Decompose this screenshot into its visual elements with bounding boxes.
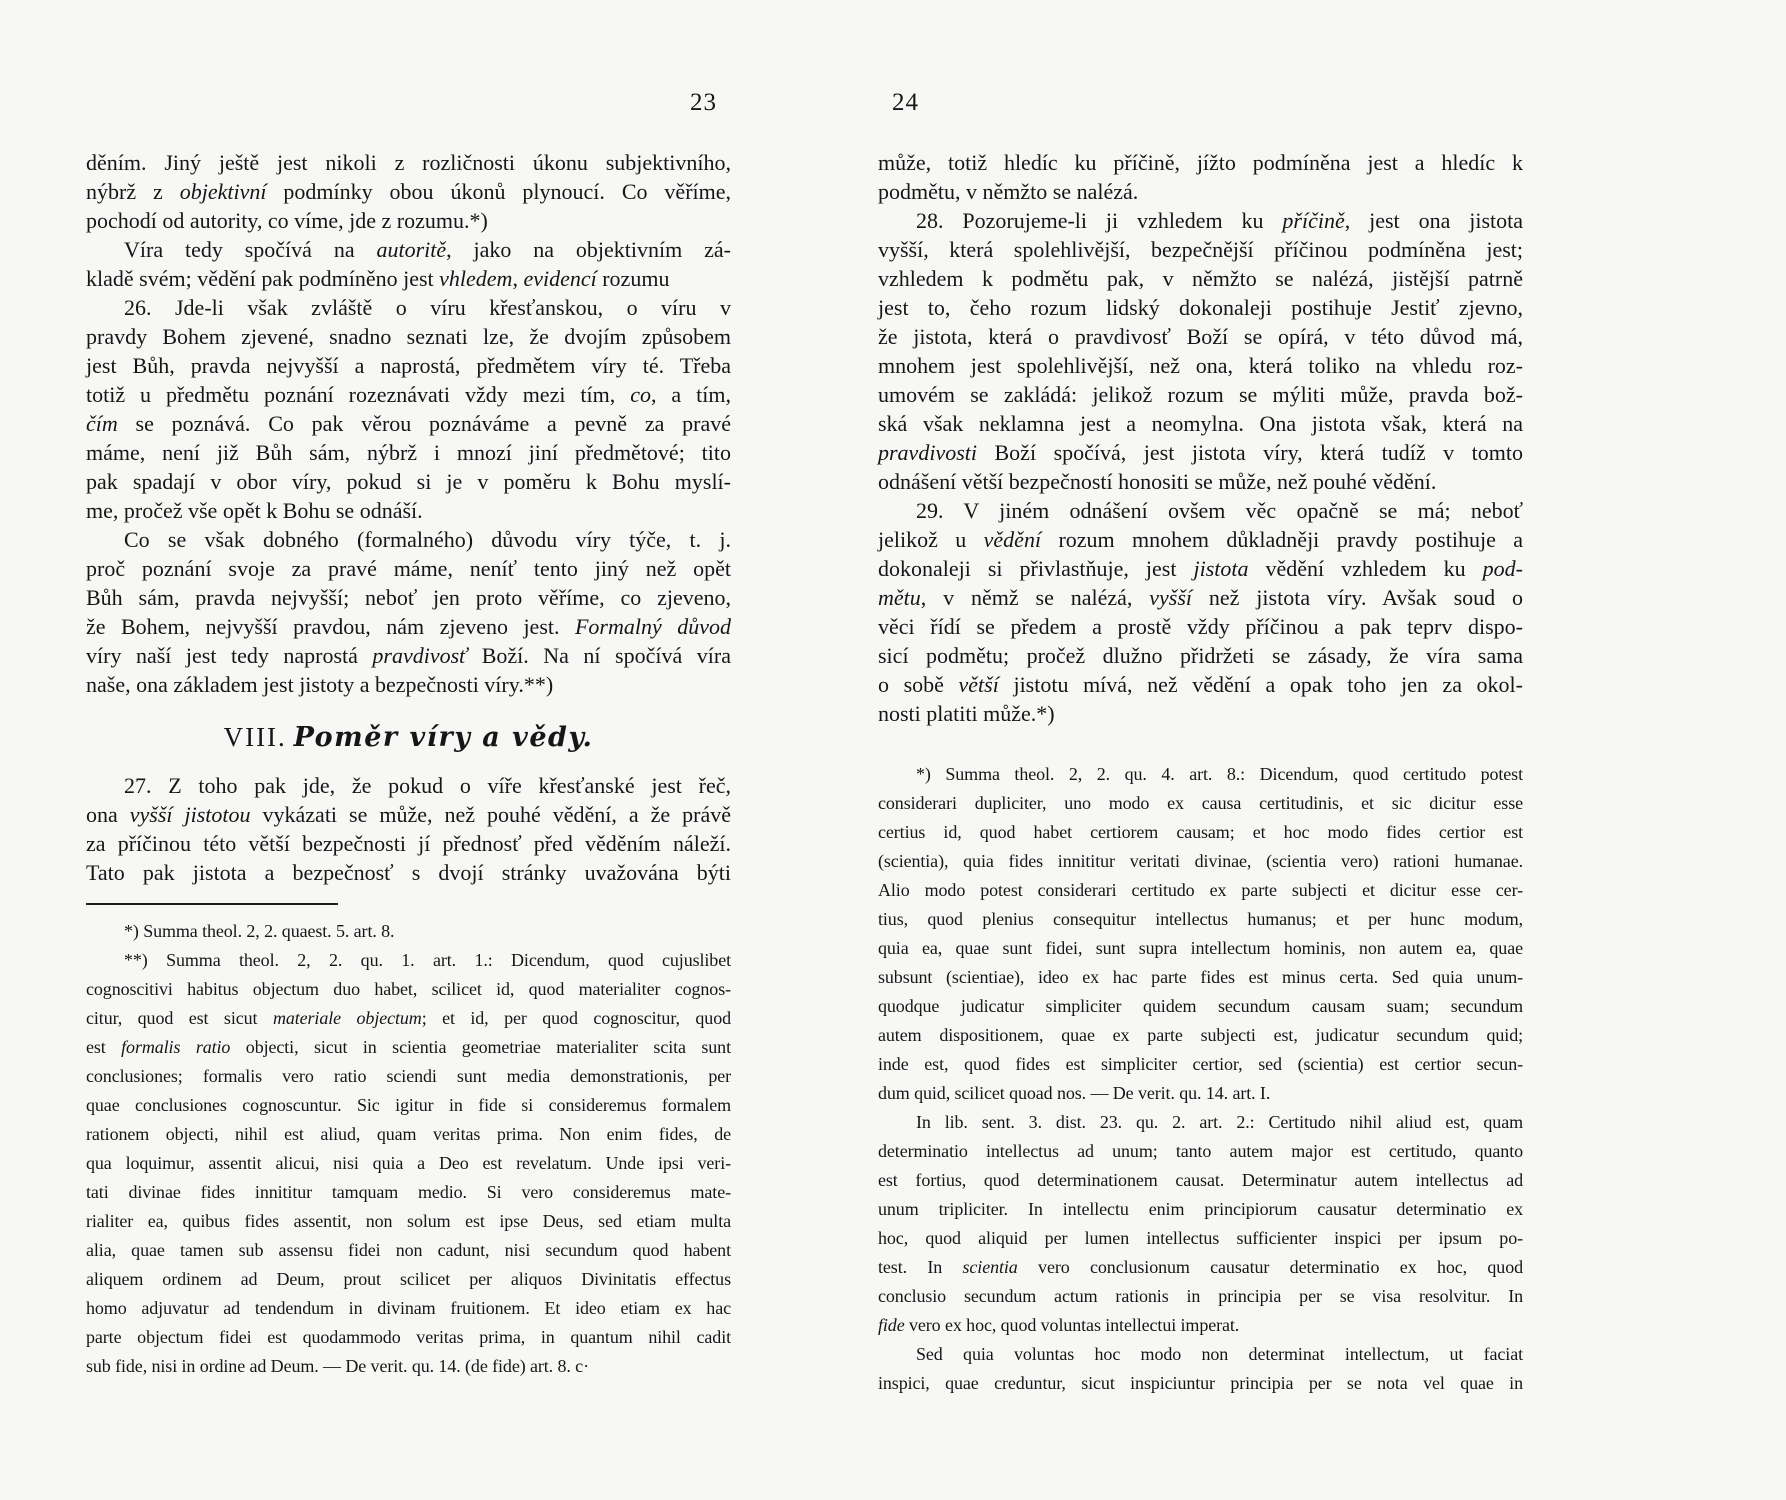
text-line: alia, quae tamen sub assensu fidei non cadunt, nisi secundum quod habent — [86, 1240, 731, 1260]
section-title: Poměr víry a vědy. — [293, 722, 594, 753]
footnote-rule — [86, 903, 338, 905]
text-line: quodque judicatur simpliciter quidem secundum causam suam; secundum — [878, 996, 1523, 1016]
text-line: est fortius, quod determinationem causat. Determinatur autem intellectus ad — [878, 1170, 1523, 1190]
text-line: *) Summa theol. 2, 2. quaest. 5. art. 8. — [124, 921, 395, 941]
body-text — [86, 148, 731, 699]
text-line: o sobě větší jistotu mívá, než vědění a opak toho jen za okol- — [878, 672, 1523, 697]
footnotes — [878, 760, 1523, 1398]
text-line: In lib. sent. 3. dist. 23. qu. 2. art. 2.: Certitudo nihil aliud est, quam — [916, 1112, 1523, 1132]
text-line: jelikož u vědění rozum mnohem důkladněji pravdy postihuje a — [878, 527, 1523, 552]
text-line: 29. V jiném odnášení ovšem věc opačně se má; neboť — [916, 498, 1523, 523]
text-line: ská však neklamna jest a neomylna. Ona jistota však, která na — [878, 411, 1523, 436]
text-line: umovém se zakládá: jelikož rozum se mýliti může, pravda bož- — [878, 382, 1523, 407]
text-line: (scientia), quia fides innititur veritati divinae, (scientia vero) rationi humanae. — [878, 851, 1523, 871]
text-line: vzhledem k podmětu pak, v němžto se nalézá, jistější patrně — [878, 266, 1523, 291]
text-line: parte objectum fidei est quodammodo veritas prima, in quantum nihil cadit — [86, 1327, 731, 1347]
text-line: subsunt (scientiae), ideo ex hac parte fides est minus certa. Sed quia unum- — [878, 967, 1523, 987]
text-line: inde est, quod fides est simpliciter certior, sed (scientia) est certior secun- — [878, 1054, 1523, 1074]
text-line: nosti platiti může.*) — [878, 701, 1055, 726]
text-line: 26. Jde-li však zvláště o víru křesťanskou, o víru v — [124, 295, 731, 320]
text-line: qua loquimur, assentit alicui, nisi quia a Deo est revelatum. Unde ipsi veri- — [86, 1153, 731, 1173]
text-line: certius id, quod habet certiorem causam; et hoc modo fides certior est — [878, 822, 1523, 842]
body-text — [878, 148, 1523, 728]
text-line: homo adjuvatur ad tendendum in divinam fruitionem. Et ideo etiam ex hac — [86, 1298, 731, 1318]
text-line: autem dispositionem, quae ex parte subjecti est, judicatur secundum quid; — [878, 1025, 1523, 1045]
text-line: conclusiones; formalis vero ratio sciendi sunt media demonstrationis, per — [86, 1066, 731, 1086]
body-text — [86, 771, 731, 887]
text-line: pochodí od autority, co víme, jde z rozumu.*) — [86, 208, 488, 233]
text-line: že Bohem, nejvyšší pravdou, nám zjeveno jest. Formalný důvod — [86, 614, 731, 639]
text-line: čím se poznává. Co pak věrou poznáváme a pevně za pravé — [86, 411, 731, 436]
text-line: proč poznání svoje za pravé máme, neníť tento jiný než opět — [86, 556, 731, 581]
text-line: Alio modo potest considerari certitudo ex parte subjecti et dicitur esse cer- — [878, 880, 1523, 900]
text-line: může, totiž hledíc ku příčině, jížto podmíněna jest a hledíc k — [878, 150, 1523, 175]
text-line: že jistota, která o pravdivosť Boží se opírá, v této důvod má, — [878, 324, 1523, 349]
footnotes — [86, 917, 731, 1381]
text-line: est formalis ratio objecti, sicut in scientia geometriae materialiter scita sunt — [86, 1037, 731, 1057]
text-line: pravdy Bohem zjevené, snadno seznati lze, že dvojím způsobem — [86, 324, 731, 349]
text-line: *) Summa theol. 2, 2. qu. 4. art. 8.: Dicendum, quod certitudo potest — [916, 764, 1523, 784]
text-line: **) Summa theol. 2, 2. qu. 1. art. 1.: Dicendum, quod cujuslibet — [124, 950, 731, 970]
text-line: naše, ona základem jest jistoty a bezpečnosti víry.**) — [86, 672, 554, 697]
text-line: Bůh sám, pravda nejvyšší; neboť jen proto věříme, co zjeveno, — [86, 585, 731, 610]
text-line: rialiter ea, quibus fides assentit, non solum est ipse Deus, sed etiam multa — [86, 1211, 731, 1231]
text-line: Víra tedy spočívá na autoritě, jako na objektivním zá- — [124, 237, 731, 262]
text-line: odnášení větší bezpečností honositi se může, než pouhé vědění. — [878, 469, 1437, 494]
text-line: Tato pak jistota a bezpečnosť s dvojí stránky uvažována býti — [86, 860, 731, 885]
text-line: ona vyšší jistotou vykázati se může, než pouhé vědění, a že právě — [86, 802, 732, 827]
text-line: mětu, v němž se nalézá, vyšší než jistota víry. Avšak soud o — [878, 585, 1523, 610]
text-line: inspici, quae creduntur, sicut inspiciuntur principia per se nota vel quae in — [878, 1373, 1523, 1393]
text-line: kladě svém; vědění pak podmíněno jest vhledem, evidencí rozumu — [86, 266, 670, 291]
text-line: dum quid, scilicet quoad nos. — De verit. qu. 14. art. I. — [878, 1083, 1271, 1103]
text-line: Sed quia voluntas hoc modo non determinat intellectum, ut faciat — [916, 1344, 1523, 1364]
text-line: 28. Pozorujeme-li ji vzhledem ku příčině, jest ona jistota — [916, 208, 1524, 233]
text-line: aliquem ordinem ad Deum, prout scilicet per aliquos Divinitatis effectus — [86, 1269, 731, 1289]
text-line: conclusio secundum actum rationis in principia per se visa resolvitur. In — [878, 1286, 1523, 1306]
text-line: sicí podmětu; pročež dlužno přidržeti se zásady, že víra sama — [878, 643, 1523, 668]
text-line: víry naší jest tedy naprostá pravdivosť Boží. Na ní spočívá víra — [86, 643, 731, 668]
text-line: děním. Jiný ještě jest nikoli z rozličnosti úkonu subjektivního, — [86, 150, 731, 175]
text-line: fide vero ex hoc, quod voluntas intellectui imperat. — [878, 1315, 1240, 1335]
left-page — [86, 88, 731, 1381]
text-line: totiž u předmětu poznání rozeznávati vždy mezi tím, co, a tím, — [86, 382, 731, 407]
section-numeral: VIII. — [223, 722, 287, 752]
text-line: mnohem jest spolehlivější, než ona, která toliko na vhledu roz- — [878, 353, 1523, 378]
text-line: determinatio intellectus ad unum; tanto autem major est certitudo, quanto — [878, 1141, 1523, 1161]
text-line: máme, není již Bůh sám, nýbrž i mnozí jiní předmětové; tito — [86, 440, 731, 465]
page-number: 24 — [892, 89, 919, 116]
text-line: cognoscitivi habitus objectum duo habet, scilicet id, quod materialiter cognos- — [86, 979, 731, 999]
text-line: sub fide, nisi in ordine ad Deum. — De verit. qu. 14. (de fide) art. 8. c· — [86, 1356, 589, 1376]
right-page — [878, 88, 1523, 1398]
text-line: tius, quod plenius consequitur intellectus humanus; et per hunc modum, — [878, 909, 1523, 929]
page-number: 23 — [690, 89, 717, 116]
text-line: tati divinae fides innititur tamquam medio. Si vero consideremus mate- — [86, 1182, 731, 1202]
text-line: me, pročež vše opět k Bohu se odnáší. — [86, 498, 423, 523]
text-line: 27. Z toho pak jde, že pokud o víře křesťanské jest řeč, — [124, 773, 731, 798]
text-line: unum tripliciter. In intellectu enim principiorum causatur determinatio ex — [878, 1199, 1523, 1219]
section-heading — [86, 719, 731, 756]
text-line: rationem objecti, nihil est aliud, quam veritas prima. Non enim fides, de — [86, 1124, 731, 1144]
text-line: dokonaleji si přivlastňuje, jest jistota vědění vzhledem ku pod- — [878, 556, 1523, 581]
text-line: hoc, quod aliquid per lumen intellectus sufficienter inspici per ipsum po- — [878, 1228, 1523, 1248]
text-line: jest Bůh, pravda nejvyšší a naprostá, předmětem víry té. Třeba — [86, 353, 731, 378]
text-line: věci řídí se předem a prostě vždy příčinou a pak teprv dispo- — [878, 614, 1523, 639]
text-line: citur, quod est sicut materiale objectum; et id, per quod cognoscitur, quod — [86, 1008, 731, 1028]
text-line: za příčinou této větší bezpečnosti jí přednosť před věděním náleží. — [86, 831, 731, 856]
text-line: pravdivosti Boží spočívá, jest jistota víry, která tudíž v tomto — [878, 440, 1523, 465]
text-line: Co se však dobného (formalného) důvodu víry týče, t. j. — [124, 527, 731, 552]
text-line: vyšší, která spolehlivější, bezpečnější příčinou podmíněna jest; — [878, 237, 1523, 262]
text-line: nýbrž z objektivní podmínky obou úkonů plynoucí. Co věříme, — [86, 179, 732, 204]
text-line: test. In scientia vero conclusionum causatur determinatio ex hoc, quod — [878, 1257, 1523, 1277]
text-line: considerari dupliciter, uno modo ex causa certitudinis, et sic dicitur esse — [878, 793, 1523, 813]
text-line: quia ea, quae sunt fidei, sunt supra intellectum hominis, non autem ea, quae — [878, 938, 1523, 958]
text-line: pak spadají v obor víry, pokud si je v poměru k Bohu myslí- — [86, 469, 731, 494]
text-line: podmětu, v němžto se nalézá. — [878, 179, 1139, 204]
text-line: jest to, čeho rozum lidský dokonaleji postihuje Jestiť zjevno, — [878, 295, 1523, 320]
text-line: quae conclusiones cognoscuntur. Sic igitur in fide si consideremus formalem — [86, 1095, 731, 1115]
